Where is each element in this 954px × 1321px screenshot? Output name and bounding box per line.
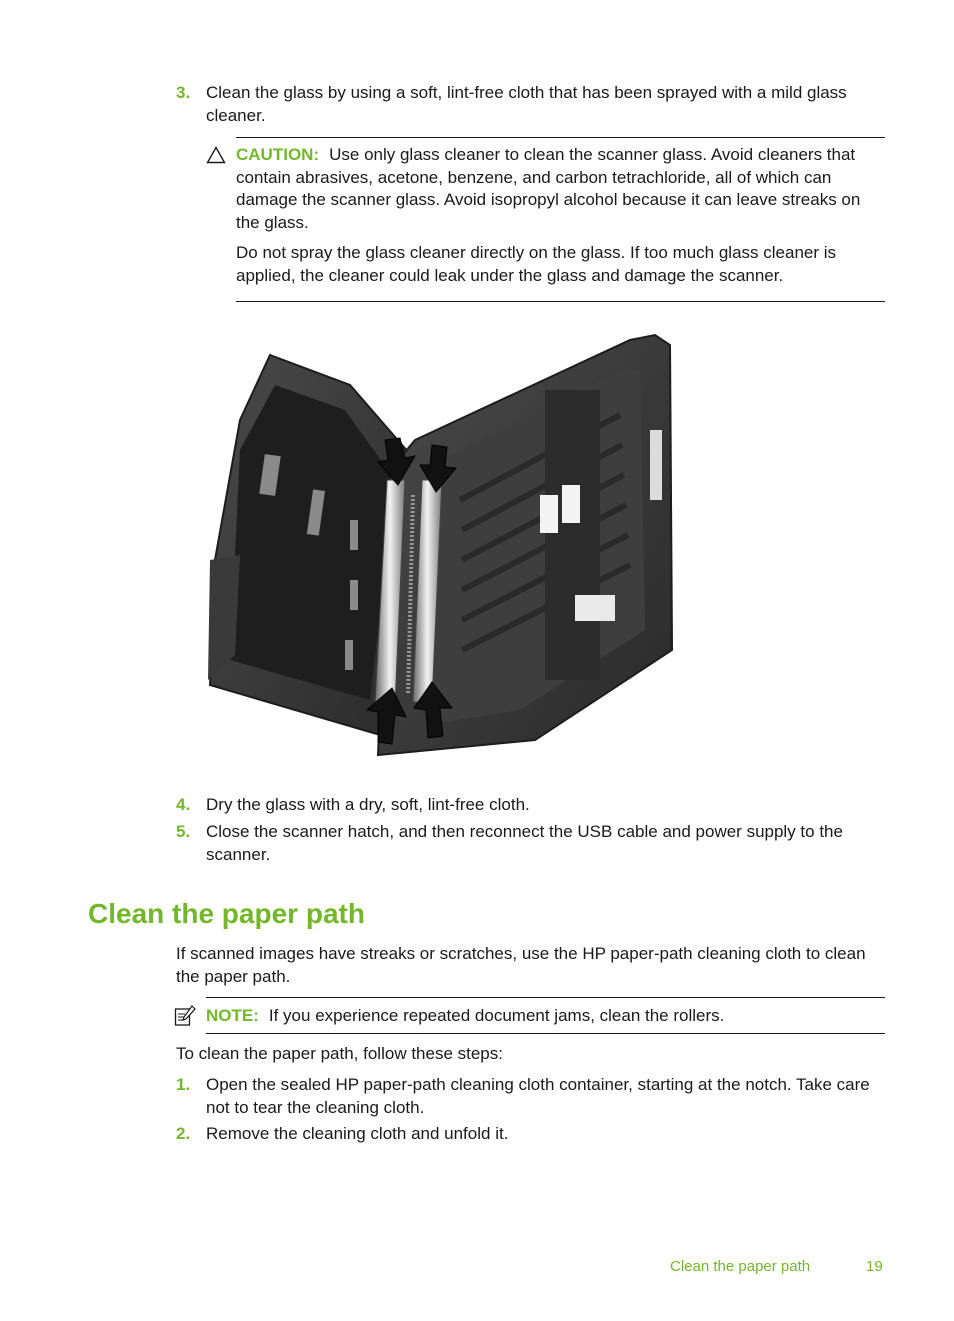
note-bottom-rule (206, 1033, 885, 1034)
step-1 (176, 1074, 886, 1119)
step-number: 2. (176, 1124, 191, 1143)
section-intro: If scanned images have streaks or scratches, use the HP paper-path cleaning cloth to clean the paper path. (176, 944, 866, 986)
step-2 (176, 1123, 886, 1146)
step-5 (176, 821, 886, 866)
caution-top-rule (236, 137, 885, 138)
note-label: NOTE: (206, 1006, 259, 1025)
note-text (206, 1005, 886, 1028)
section-title: Clean the paper path (88, 898, 365, 929)
caution-triangle-icon (206, 146, 226, 164)
note-pencil-icon (174, 1005, 196, 1027)
note-body: If you experience repeated document jams, clean the rollers. (268, 1006, 725, 1025)
step-text: Open the sealed HP paper-path cleaning cloth container, starting at the notch. Take care not to tear the cleaning cloth. (206, 1075, 870, 1117)
step-4 (176, 794, 886, 817)
step-text: Close the scanner hatch, and then reconnect the USB cable and power supply to the scanner. (206, 822, 843, 864)
note-top-rule (206, 997, 885, 998)
step-text: Remove the cleaning cloth and unfold it. (206, 1124, 509, 1143)
caution-body: Use only glass cleaner to clean the scanner glass. Avoid cleaners that contain abrasives, acetone, benzene, and carbon tetrachloride, all of which can damage the scanner glass. Avoid isopropyl alcohol because it can leave streaks on the glass. (236, 145, 861, 232)
steps-intro: To clean the paper path, follow these steps: (176, 1044, 503, 1063)
step-3 (176, 82, 886, 127)
caution-text (236, 144, 886, 234)
step-number: 1. (176, 1075, 191, 1094)
caution-bottom-rule (236, 301, 885, 302)
step-text: Dry the glass with a dry, soft, lint-free cloth. (206, 795, 530, 814)
step-number: 4. (176, 795, 191, 814)
step-text: Clean the glass by using a soft, lint-free cloth that has been sprayed with a mild glass cleaner. (206, 83, 847, 125)
footer-section: Clean the paper path (670, 1258, 811, 1275)
step-number: 5. (176, 822, 191, 841)
caution-text-2: Do not spray the glass cleaner directly on the glass. If too much glass cleaner is applied, the cleaner could leak under the glass and damage the scanner. (236, 243, 837, 285)
page-number: 19 (866, 1258, 883, 1275)
step-number: 3. (176, 83, 191, 102)
caution-label: CAUTION: (236, 145, 320, 164)
scanner-illustration (200, 330, 680, 758)
